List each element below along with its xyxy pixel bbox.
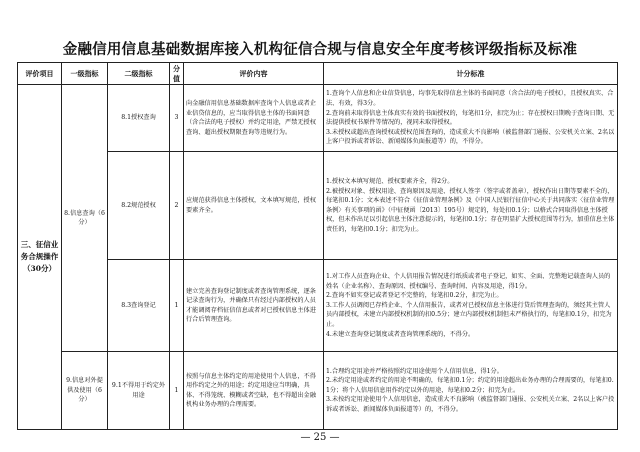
standard-line: 3.工作人员调阅已存档企业、个人信用报告，或者对已授权信息主体进行贷后管理查询的，须经其主管人员内部授权，未建立内部授权机制的扣0.5分；建立内部授权机制但未严格执行的，每笔扣0.1分，扣完为止。 (326, 301, 612, 329)
level1-cell: 9.信息对外提供及使用（6分） (62, 352, 108, 430)
score-cell: 2 (170, 152, 184, 260)
header-content: 评价内容 (184, 63, 324, 85)
standard-cell (324, 85, 618, 152)
level2-cell: 8.2规范授权 (108, 152, 170, 260)
level2-cell: 8.1授权查询 (108, 85, 170, 152)
document-title: 金融信用信息基础数据库接入机构征信合规与信息安全年度考核评级指标及标准 (62, 41, 578, 58)
header-score: 分值 (170, 63, 184, 85)
standard-cell (324, 352, 618, 430)
standard-line: 3.未授权或超出查询授权或授权范围查询的，造成重大不良影响（被监督部门通报、公安机关立案、2名以上客户投诉或者诉讼、新闻媒体负面报道等）的，不得分。 (326, 128, 615, 146)
page-number: — 25 — (300, 432, 340, 443)
standard-line: 1.授权文本填写规范、授权要素齐全，得2分。 (326, 177, 454, 185)
project-cell: 三、征信业务合规操作（30分） (18, 85, 62, 430)
standard-line: 2.查询前未取得信息主体真实有效的书面授权的，每笔扣1分，扣完为止；存在授权日期晚于查询日期、无法提供授权书原件等情况的，视同未取得授权。 (326, 109, 615, 127)
standard-line: 4.未建立查询登记制度或者查询管理系统的，不得分。 (326, 330, 475, 338)
score-cell: 3 (170, 85, 184, 152)
content-cell: 建立完善查询登记制度或者查询管理系统，逐条记录查询行为，并确保只有经过内部授权的人员才能调阅存档征信信息或者对已授权信息主体进行合后管理查询。 (184, 260, 324, 352)
header-standard: 计分标准 (324, 63, 618, 85)
table-header-row (18, 63, 618, 85)
evaluation-table (17, 62, 618, 430)
level2-cell: 8.3查询登记 (108, 260, 170, 352)
content-cell: 应规范获得信息主体授权，文本填写规范，授权要素齐全。 (184, 152, 324, 260)
score-cell: 1 (170, 260, 184, 352)
table-row (18, 152, 618, 260)
content-cell: 按照与信息主体约定的用途使用个人信息，不得用作约定之外的用途；约定用途应当明确，具体、不得笼统、模糊或者空缺，也不得超出金融机构业务办理的合理需要。 (184, 352, 324, 430)
standard-line: 2.查询不如实登记或者登记不完整的，每笔扣0.2分，扣完为止。 (326, 292, 503, 300)
standard-line: 1.对工作人员查询企业、个人信用报告情况进行纸质或者电子登记，如实、全面、完整地记载查询人员的姓名（企业名称）、查询原因、授权编号、查询时间、内容及用途，得1分。 (326, 273, 611, 290)
content-cell: 向金融信用信息基础数据库查询个人信息或者企业信贷信息的，应当取得信息主体的书面同意（含合法的电子授权）并约定用途，严禁无授权查询、超出授权期限查询等违规行为。 (184, 85, 324, 152)
score-cell: 1 (170, 352, 184, 430)
standard-line: 1.查询个人信息和企业信贷信息，均事先取得信息主体的书面同意（含合法的电子授权），且授权真实、合法、有效，得3分。 (326, 90, 614, 107)
standard-line: 2.被授权对象、授权用途、查询原因及用途、授权人签字（签字或者盖章），授权作出日期等要素不全的，每笔扣0.1分；文本表述不符合《征信业管理条例》及《中国人民银行征信中心关于共同落实〈征信业管理条例〉有关事项的函》（中征便函〔2013〕195号）规定的，每处扣0.1分；以格式合同取得信息主体授权，但未作出足以引起信息主体注意提示的，每笔扣0.1分；存在明显扩大授权范围等行为，加重信息主体责任的，每笔扣0.1分；扣完为止。 (326, 187, 615, 233)
header-level1: 一级指标 (62, 63, 108, 85)
standard-cell (324, 260, 618, 352)
table-row (18, 352, 618, 430)
table-row (18, 260, 618, 352)
level1-cell: 8.信息查询（6分） (62, 85, 108, 352)
standard-line: 2.未约定用途或者约定的用途不明确的，每笔扣0.1分；约定的用途超出业务办理的合理需要的，每笔扣0.1分；将个人信用信息用作约定以外的用途，每笔扣0.2分；扣完为止。 (326, 377, 614, 394)
standard-line: 3.未按约定用途使用个人信用信息，造成重大不良影响（被监督部门通报、公安机关立案、2名以上客户投诉或者诉讼、新闻媒体负面报道等）的，不得分。 (326, 396, 615, 414)
standard-cell (324, 152, 618, 260)
header-item: 评价项目 (18, 63, 62, 85)
level2-cell: 9.1不得用于约定外用途 (108, 352, 170, 430)
header-level2: 二级指标 (108, 63, 170, 85)
table-row (18, 85, 618, 152)
standard-line: 1.合理约定用途并严格按照约定用途使用个人信用信息，得1分。 (326, 367, 503, 375)
